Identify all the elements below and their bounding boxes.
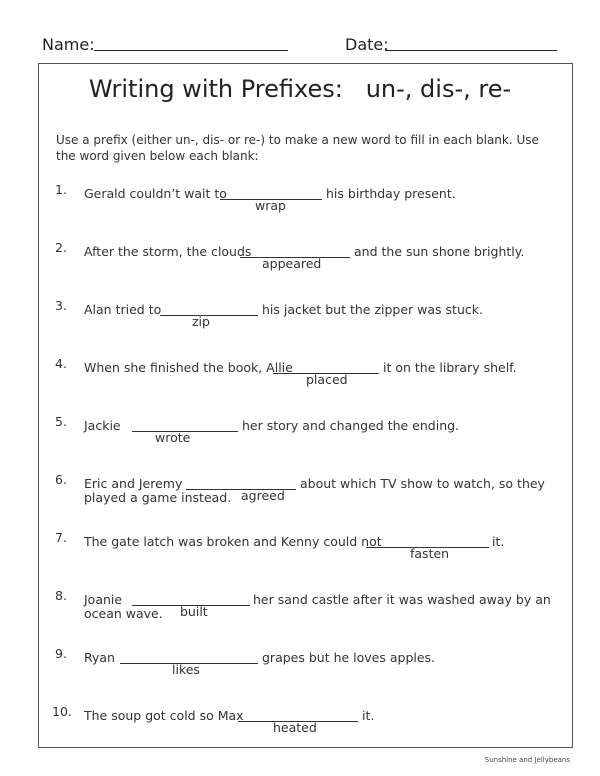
item-number: 6. — [55, 472, 67, 487]
base-word: agreed — [241, 488, 285, 503]
sentence-end: his birthday present. — [326, 186, 456, 201]
sentence-end: her story and changed the ending. — [242, 418, 460, 433]
base-word: wrote — [155, 430, 191, 445]
name-label: Name: — [42, 35, 95, 54]
item-number: 5. — [55, 414, 67, 429]
base-word: heated — [273, 720, 317, 735]
sentence-line2: played a game instead. — [84, 490, 232, 505]
base-word: wrap — [255, 198, 286, 213]
instructions: Use a prefix (either un-, dis- or re-) to make a new word to fill in each blank. Use the word given below each blank: — [56, 133, 539, 163]
page-title: Writing with Prefixes: un-, dis-, re- — [88, 75, 512, 103]
footer-credit: Sunshine and Jellybeans — [484, 756, 570, 764]
sentence-end: it on the library shelf. — [383, 360, 517, 375]
item-number: 9. — [55, 646, 67, 661]
item-number: 3. — [55, 298, 67, 313]
base-word: placed — [306, 372, 348, 387]
item-number: 10. — [52, 704, 72, 719]
item-number: 2. — [55, 240, 67, 255]
item-number: 7. — [55, 530, 67, 545]
sentence-end: grapes but he loves apples. — [262, 650, 436, 665]
date-label: Date: — [345, 35, 389, 54]
base-word: likes — [172, 662, 200, 677]
sentence-start: Joanie — [84, 592, 123, 607]
date-field[interactable] — [385, 50, 557, 51]
base-word: built — [180, 604, 208, 619]
item-number: 8. — [55, 588, 67, 603]
sentence-end: it. — [362, 708, 375, 723]
sentence-start: The soup got cold so Max — [84, 708, 244, 723]
sentence-start: Gerald couldn’t wait to — [84, 186, 227, 201]
sentence-end: about which TV show to watch, so they — [300, 476, 545, 491]
sentence-start: Ryan — [84, 650, 115, 665]
sentence-end: it. — [492, 534, 505, 549]
sentence-start: After the storm, the clouds — [84, 244, 252, 259]
sentence-start: When she finished the book, Allie — [84, 360, 293, 375]
item-number: 1. — [55, 182, 67, 197]
sentence-line2: ocean wave. — [84, 606, 163, 621]
base-word: appeared — [262, 256, 322, 271]
sentence-end: and the sun shone brightly. — [354, 244, 525, 259]
item-number: 4. — [55, 356, 67, 371]
sentence-end: his jacket but the zipper was stuck. — [262, 302, 483, 317]
name-field[interactable] — [94, 50, 288, 51]
worksheet-frame — [38, 63, 573, 748]
base-word: zip — [192, 314, 210, 329]
sentence-start: Alan tried to — [84, 302, 162, 317]
sentence-start: Jackie — [84, 418, 121, 433]
sentence-start: The gate latch was broken and Kenny could not — [84, 534, 382, 549]
sentence-start: Eric and Jeremy — [84, 476, 183, 491]
sentence-end: her sand castle after it was washed away by an — [253, 592, 551, 607]
base-word: fasten — [410, 546, 450, 561]
